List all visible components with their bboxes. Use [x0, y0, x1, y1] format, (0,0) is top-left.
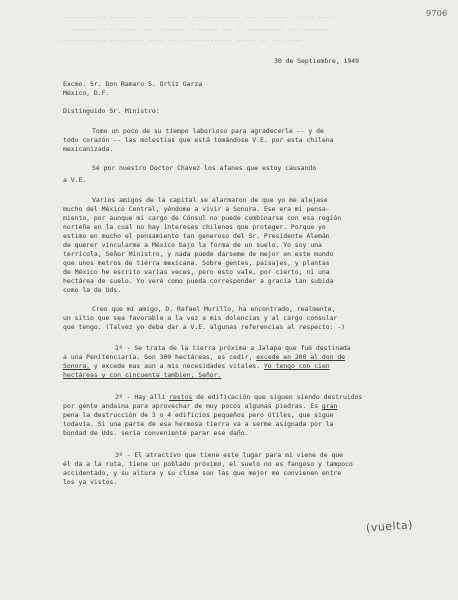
paragraph-line: 3º - El atractivo que tiene este lugar para mi viene de que: [115, 451, 343, 459]
paragraph-line: que unos metros de tierra mexicana. Sobre gentes, paisajes, y plantas: [63, 259, 330, 267]
recipient-city: México, D.F.: [63, 89, 110, 97]
paragraph-line: 1º - Se trata de la tierra próxima a Jalapa que fué destinada: [115, 344, 351, 352]
bleed-through-texture: --------- -- -------- -- -- ----- -- ---------- ---- ------- -- -- ---- -- ------ -- -- ----- -- ------- -- ----- --- -- --------- -- -------- --------- -- ---- ---- ---- -- ----- -------- ----- -- -- -----: [60, 13, 334, 44]
paragraph-line: a una Penitenciaría. Son 300 hectáreas, es cedir, excede en 200 al don de: [63, 353, 346, 361]
underlined-phrase: hectáreas y con cincuenta tambien, Señor.: [63, 371, 222, 379]
underlined-phrase: Sonora,: [63, 362, 91, 370]
paragraph-line: como la de Uds.: [63, 286, 121, 294]
paragraph-line: pena la destrucción de 3 o 4 edificios pequeños pero útiles, que sigue: [63, 411, 334, 419]
paragraph-line: todo corazón -- las molestias que está tomándose V.E. por esta chilena: [63, 136, 334, 144]
paragraph-line: miento, por aunque mi cargo de Cónsul no puede combinarse con esa región: [63, 214, 342, 222]
paragraph-line: norteña en la cual no hay intereses chilenos que proteger. Porque yo: [63, 223, 326, 231]
underlined-phrase: gran: [321, 402, 338, 410]
paragraph-line: los ya vistos.: [63, 478, 118, 486]
underlined-phrase: restos: [169, 393, 193, 401]
paragraph-line: un sitio que sea favorable a la vez a mis dolencias y al cargo consular: [63, 314, 338, 322]
paragraph-line: mucho del México Central, yéndome a vivir a Sonora. Ese era mi pensa-: [63, 205, 330, 213]
paragraph-line: a V.E.: [63, 176, 87, 184]
underlined-phrase: Yo tengo con cien: [263, 362, 330, 370]
paragraph-line: [63, 371, 221, 379]
paragraph-line: 2º - Hay allí restos de edificación que siguen siendo destruidos: [115, 393, 363, 401]
paragraph-line: terrícola, Señor Ministro, y nada puede darseme de mejor en este mundo: [63, 250, 334, 258]
recipient-name: Excmo. Sr. Don Ramaro S. Ortiz Garza: [63, 80, 203, 88]
archive-number: 9706: [426, 9, 448, 18]
paragraph-line: estimo en mucho el pensamiento tan generoso del Sr. Presidente Alemán: [63, 232, 330, 240]
underlined-phrase: excede en 200 al don de: [256, 353, 346, 361]
paragraph-line: accidentado, y su altura y su clima son las que mejor me convienen entre: [63, 469, 342, 477]
handwritten-note: (vuelta): [365, 518, 414, 535]
paragraph-line: de México he escrito varias veces, pero esto vale, por cierto, ni una: [63, 268, 330, 276]
paragraph-line: Sonora, y excede mas aun a mis necesidades vitales. Yo tengo con cien: [63, 362, 330, 370]
paragraph-line: por gente andaina para aprovechar de muy pocos algunas piedras. Es gran: [63, 402, 338, 410]
salutation: Distinguido Sr. Ministro:: [63, 107, 160, 115]
paragraph-line: Sé por nuestro Doctor Chavez los afanes que estoy causando: [92, 164, 317, 172]
paragraph-line: hectárea de suelo. Yo veré como pueda corresponder a gracia tan subida: [63, 277, 334, 285]
paragraph-line: él da a la ruta, tiene un poblado próximo, el suelo no es fangoso y tampoco: [63, 460, 353, 468]
paragraph-line: Varios amigos de la capital se alarmaron de que yo me alejase: [92, 196, 328, 204]
letter-date: 30 de Septiembre, 1949: [274, 57, 359, 65]
paragraph-line: todavía. Si una parte de esa hermosa tierra va a serme asignada por la: [63, 420, 334, 428]
paragraph-line: bondad de Uds. sería conveniente parar ese daño.: [63, 429, 249, 437]
paragraph-line: que tengo. (Talvez yo deba dar a V.E. algunas referencias al respecto: -): [63, 323, 346, 331]
paragraph-line: Creo que mi amigo, D. Rafael Murillo, ha encontrado, realmente,: [92, 305, 336, 313]
paragraph-line: Tomo un poco de su tiempo laborioso para agradecerle -- y de: [92, 127, 324, 135]
paragraph-line: mexicanizada.: [63, 145, 114, 153]
paragraph-line: de querer vincularme a México bajo la forma de un suelo. Yo soy una: [63, 241, 322, 249]
